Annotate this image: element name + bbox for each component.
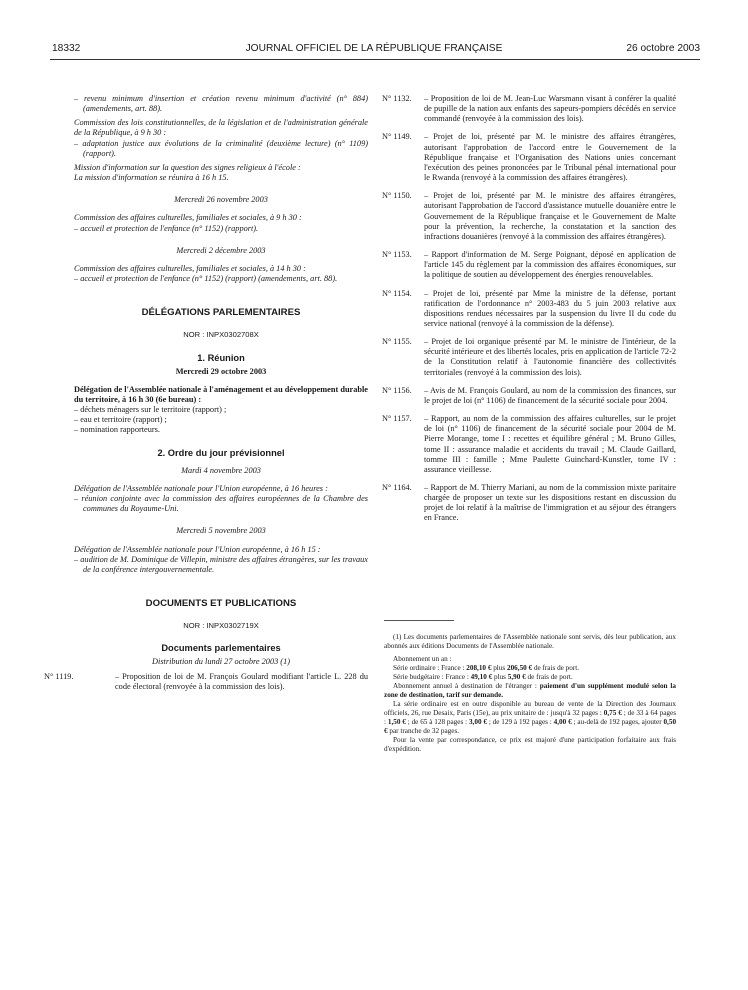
document-text: – Rapport de M. Thierry Mariani, au nom de la commission mixte paritaire chargée de proposer un texte sur les dispositions restant en discussion du projet de loi relatif à la maîtrise de l'immigration et au séjour des étrangers en France.: [424, 483, 676, 523]
document-text: – Rapport d'information de M. Serge Poignant, déposé en application de l'article 145 du règlement par la commission des affaires économiques, sur la politique de soutien au développement des énergies renouvelables.: [424, 250, 676, 280]
list-item: – déchets ménagers sur le territoire (rapport) ;: [74, 405, 227, 415]
commission-heading: Commission des affaires culturelles, familiales et sociales, à 14 h 30 :: [74, 263, 306, 273]
document-entry: [382, 483, 676, 524]
price-value: 0,75 €: [603, 709, 622, 717]
price-text: par tranche de 32 pages.: [387, 727, 460, 735]
document-number: N° 1164.: [382, 483, 412, 492]
price-text: ; au-delà de 192 pages, ajouter: [571, 718, 664, 726]
list-item: – nomination rapporteurs.: [74, 425, 160, 435]
document-number: N° 1153.: [382, 250, 412, 260]
price-value: 1,50 €: [387, 718, 406, 726]
subsection-title: 1. Réunion: [197, 352, 245, 363]
document-entry: [382, 132, 676, 183]
subsection-title: 2. Ordre du jour prévisionnel: [157, 447, 285, 458]
date-heading: Mercredi 26 novembre 2003: [174, 195, 268, 205]
issue-date: 26 octobre 2003: [626, 43, 700, 54]
document-text: – Rapport, au nom de la commission des affaires culturelles, sur le projet de loi (n° 1106) de financement de la sécurité sociale pour 2004 de M. Pierre Morange, tome I : recettes et équilibre général ; M. Bruno Gilles, tome II : assurance maladie et accidents du travail ; M. Claude Gaillard, tomme III : famille ; Mme Paulette Guinchard-Kunstler, tome IV : assurance vieillesse.: [424, 414, 676, 474]
agenda-item: – audition de M. Dominique de Villepin, ministre des affaires étrangères, sur les travaux de la conférence intergouvernementale.: [74, 554, 368, 574]
agenda-item: – accueil et protection de l'enfance (n° 1152) (rapport).: [74, 223, 259, 233]
price-value: 0,50 €: [384, 718, 677, 735]
distribution-date: Distribution du lundi 27 octobre 2003 (1): [152, 657, 290, 667]
agenda-item: – réunion conjointe avec la commission des affaires européennes de la Chambre des communes du Royaume-Uni.: [74, 494, 368, 514]
date-heading: Mercredi 2 décembre 2003: [176, 245, 266, 255]
subscription-notes: [384, 620, 676, 754]
abonnement-etranger: [384, 682, 676, 700]
price-value: 3,00 €: [468, 718, 487, 726]
price-text: Série ordinaire : France :: [393, 664, 467, 672]
document-entry: [382, 191, 676, 242]
document-text: – Projet de loi organique présenté par M. le ministre de l'intérieur, de la sécurité intérieure et des libertés locales, pris en application de l'article 72-2 de la Constitution relatif à l'autonomie financière des collectivités territoriales (renvoyé à la commission des lois).: [424, 337, 676, 377]
price-text: de frais de port.: [532, 664, 580, 672]
price-text: plus: [492, 673, 508, 681]
document-entry: [382, 94, 676, 124]
document-number: N° 1132.: [382, 94, 412, 103]
footnote: (1) Les documents parlementaires de l'Assemblée nationale sont servis, dès leur publication, aux abonnés aux éditions Documents de l'Assemblée nationale.: [384, 633, 676, 650]
price-value: 208,10 €: [466, 664, 492, 672]
date-heading: Mercredi 5 novembre 2003: [176, 526, 266, 536]
document-text: – Projet de loi, présenté par M. le ministre des affaires étrangères, autorisant l'approbation de l'accord d'assistance mutuelle douanière entre le Gouvernement de la République française et le Gouvernement de Malte pour la prévention, la recherche, la constatation et la sanction des infractions douanières (renvoyé à la commission des affaires étrangères).: [424, 191, 676, 241]
document-text: – Projet de loi, présenté par M. le ministre des affaires étrangères, autorisant l'approbation de l'accord entre le Gouvernement de la République française et l'Organisation des Nations unies concernant l'exécution des peines prononcées par le Tribunal pénal international pour le Rwanda (renvoyé à la commission des affaires étrangères).: [424, 132, 676, 183]
price-text: Abonnement annuel à destination de l'étranger :: [393, 682, 540, 690]
list-item: – eau et territoire (rapport) ;: [74, 415, 167, 425]
commission-heading: Commission des lois constitutionnelles, de la législation et de l'administration générale de la République, à 9 h 30 :: [74, 118, 368, 138]
vente-correspondance: Pour la vente par correspondance, ce prix est majoré d'une participation forfaitaire aux frais d'expédition.: [384, 736, 676, 753]
document-entry: [382, 414, 676, 475]
agenda-item: – adaptation justice aux évolutions de la criminalité (deuxième lecture) (n° 1109) (rapport).: [74, 138, 368, 158]
section-title-documents: DOCUMENTS ET PUBLICATIONS: [145, 598, 297, 609]
commission-heading: Commission des affaires culturelles, familiales et sociales, à 9 h 30 :: [74, 213, 302, 223]
price-value: 5,90 €: [507, 673, 526, 681]
date-heading: Mercredi 29 octobre 2003: [175, 366, 267, 376]
nor-reference: NOR : INPX0302719X: [183, 621, 259, 631]
nor-reference: NOR : INPX0302708X: [183, 330, 259, 340]
document-number: N° 1150.: [382, 191, 412, 201]
serie-ordinaire: [384, 664, 676, 673]
page-number: 18332: [52, 43, 81, 54]
document-entry: [44, 672, 368, 692]
document-text: – Avis de M. François Goulard, au nom de la commission des finances, sur le projet de loi (n° 1106) de financement de la sécurité sociale pour 2004.: [424, 385, 676, 405]
price-text: ; de 33 à 64 pages :: [384, 709, 676, 726]
serie-budgetaire: [384, 673, 676, 682]
price-value: 206,50 €: [506, 664, 533, 672]
subsection-title: Documents parlementaires: [161, 643, 281, 654]
document-entry: [382, 386, 676, 406]
price-text: ; de 129 à 192 pages :: [486, 718, 554, 726]
document-number: N° 1149.: [382, 132, 412, 142]
price-value: 4,00 €: [553, 718, 572, 726]
vente-unitaire: [384, 700, 676, 736]
header-rule: [50, 59, 700, 60]
document-text: – Projet de loi, présenté par Mme la ministre de la défense, portant ratification de l'ordonnance n° 2003-483 du 5 juin 2003 relative aux dispositions rendues nécessaires par la suspension du livre II du code du service national (renvoyé à la commission de la défense).: [424, 288, 676, 328]
delegation-heading: Délégation de l'Assemblée nationale pour l'Union européenne, à 16 h 15 :: [74, 544, 321, 554]
date-heading: Mardi 4 novembre 2003: [181, 465, 261, 475]
price-note: paiement d'un supplément modulé selon la zone de destination, tarif sur demande.: [384, 682, 676, 699]
journal-title: JOURNAL OFFICIEL DE LA RÉPUBLIQUE FRANÇAISE: [245, 43, 503, 54]
document-entry: [382, 337, 676, 378]
delegation-heading: Délégation de l'Assemblée nationale à l'aménagement et au développement durable du territoire, à 16 h 30 (6e bureau) :: [74, 384, 368, 404]
page-header: [48, 43, 700, 57]
price-text: ; de 65 à 128 pages :: [405, 718, 469, 726]
document-text: – Proposition de loi de M. Jean-Luc Warsmann visant à conférer la qualité de pupille de la nation aux enfants des sapeurs-pompiers décédés en service commandé (renvoyée à la commission des lois).: [424, 94, 676, 124]
document-entry: [382, 250, 676, 280]
price-text: plus: [491, 664, 507, 672]
document-number: N° 1155.: [382, 337, 412, 347]
document-entry: [382, 289, 676, 330]
price-text: Série budgétaire : France :: [393, 673, 471, 681]
price-text: de frais de port.: [525, 673, 573, 681]
agenda-item: – revenu minimum d'insertion et création revenu minimum d'activité (n° 884) (amendements, art. 88).: [74, 94, 368, 114]
document-number: N° 1154.: [382, 288, 412, 298]
mission-heading: Mission d'information sur la question des signes religieux à l'école :: [74, 162, 301, 172]
section-title-delegations: DÉLÉGATIONS PARLEMENTAIRES: [141, 307, 301, 319]
agenda-item: La mission d'information se réunira à 16 h 15.: [74, 173, 229, 183]
price-text: La série ordinaire est en outre disponible au bureau de vente de la Direction des Journaux officiels, 26, rue Desaix, Paris (15e), au prix unitaire de : jusqu'à 32 pages :: [384, 700, 676, 717]
document-number: N° 1156.: [382, 385, 412, 395]
delegation-heading: Délégation de l'Assemblée nationale pour l'Union européenne, à 16 heures :: [74, 483, 328, 493]
left-column: [44, 94, 368, 692]
footnote-rule: [384, 620, 454, 621]
document-number: N° 1119.: [44, 671, 74, 681]
document-text: – Proposition de loi de M. François Goulard modifiant l'article L. 228 du code électoral (renvoyée à la commission des lois).: [115, 671, 368, 691]
document-number: N° 1157.: [382, 414, 412, 424]
agenda-item: – accueil et protection de l'enfance (n° 1152) (rapport) (amendements, art. 88).: [74, 274, 338, 284]
abonnement-label: Abonnement un an :: [393, 655, 452, 663]
right-column: [384, 94, 676, 524]
price-value: 49,10 €: [470, 673, 493, 681]
